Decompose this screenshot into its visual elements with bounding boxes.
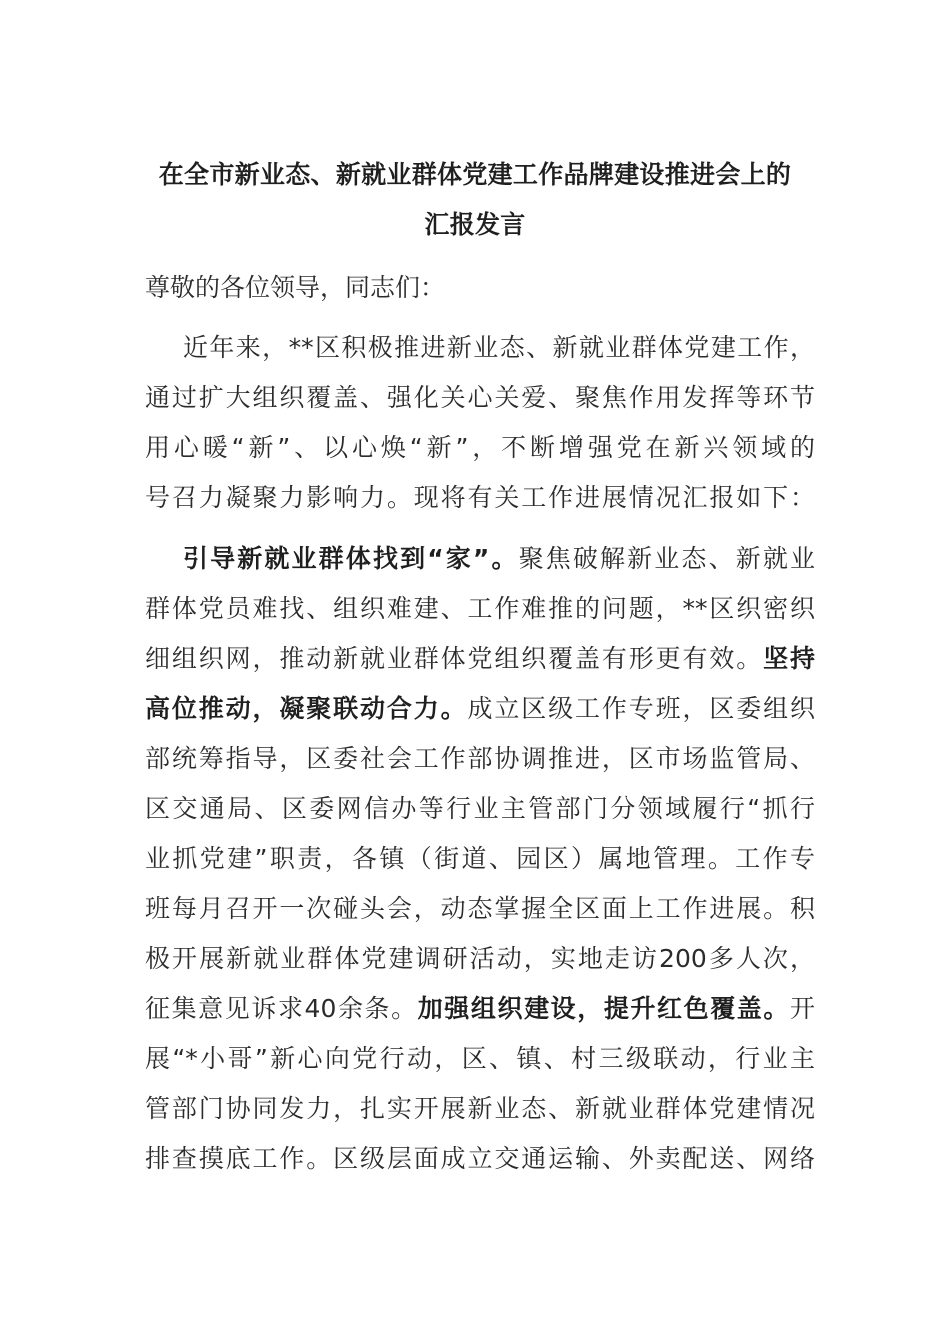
body-text: 征集意见诉求40余条。 <box>145 994 418 1023</box>
body-line-10 <box>145 989 815 1029</box>
intro-line-1: 近年来，**区积极推进新业态、新就业群体党建工作， <box>183 333 815 362</box>
body-text: 聚焦破解新业态、新就业 <box>518 544 815 573</box>
document-title-line-1: 在全市新业态、新就业群体党建工作品牌建设推进会上的 <box>158 160 792 189</box>
section-heading: 引导新就业群体找到“家”。 <box>183 544 519 573</box>
subheading-start: 坚持 <box>763 644 815 673</box>
intro-line-3: 用心暖“新”、以心焕“新”，不断增强党在新兴领域的 <box>145 433 815 462</box>
body-text: 细组织网，推动新就业群体党组织覆盖有形更有效。 <box>145 644 764 673</box>
body-line-2: 群体党员难找、组织难建、工作难推的问题，**区织密织 <box>145 594 815 623</box>
body-line-3 <box>145 639 815 679</box>
body-line-12: 管部门协同发力，扎实开展新业态、新就业群体党建情况 <box>145 1094 815 1123</box>
intro-line-2: 通过扩大组织覆盖、强化关心关爱、聚焦作用发挥等环节 <box>145 383 815 412</box>
body-text: 成立区级工作专班，区委组织 <box>467 694 815 723</box>
salutation: 尊敬的各位领导，同志们： <box>145 273 446 302</box>
document-title-line-2: 汇报发言 <box>424 210 526 239</box>
subheading-end: 高位推动，凝聚联动合力。 <box>145 694 468 723</box>
intro-line-4: 号召力凝聚力影响力。现将有关工作进展情况汇报如下： <box>145 483 815 512</box>
body-line-11: 展“*小哥”新心向党行动，区、镇、村三级联动，行业主 <box>145 1044 815 1073</box>
body-line-8: 班每月召开一次碰头会，动态掌握全区面上工作进展。积 <box>145 894 815 923</box>
body-line-4 <box>145 689 815 729</box>
body-line-1 <box>183 539 815 579</box>
body-line-5: 部统筹指导，区委社会工作部协调推进，区市场监管局、 <box>145 744 815 773</box>
body-line-9: 极开展新就业群体党建调研活动，实地走访200多人次， <box>145 944 815 973</box>
body-line-7: 业抓党建”职责，各镇（街道、园区）属地管理。工作专 <box>145 844 815 873</box>
body-text: 开 <box>789 994 815 1023</box>
body-line-13: 排查摸底工作。区级层面成立交通运输、外卖配送、网络 <box>145 1144 815 1173</box>
subheading-2: 加强组织建设，提升红色覆盖。 <box>417 994 790 1023</box>
body-line-6: 区交通局、区委网信办等行业主管部门分领域履行“抓行 <box>145 794 815 823</box>
